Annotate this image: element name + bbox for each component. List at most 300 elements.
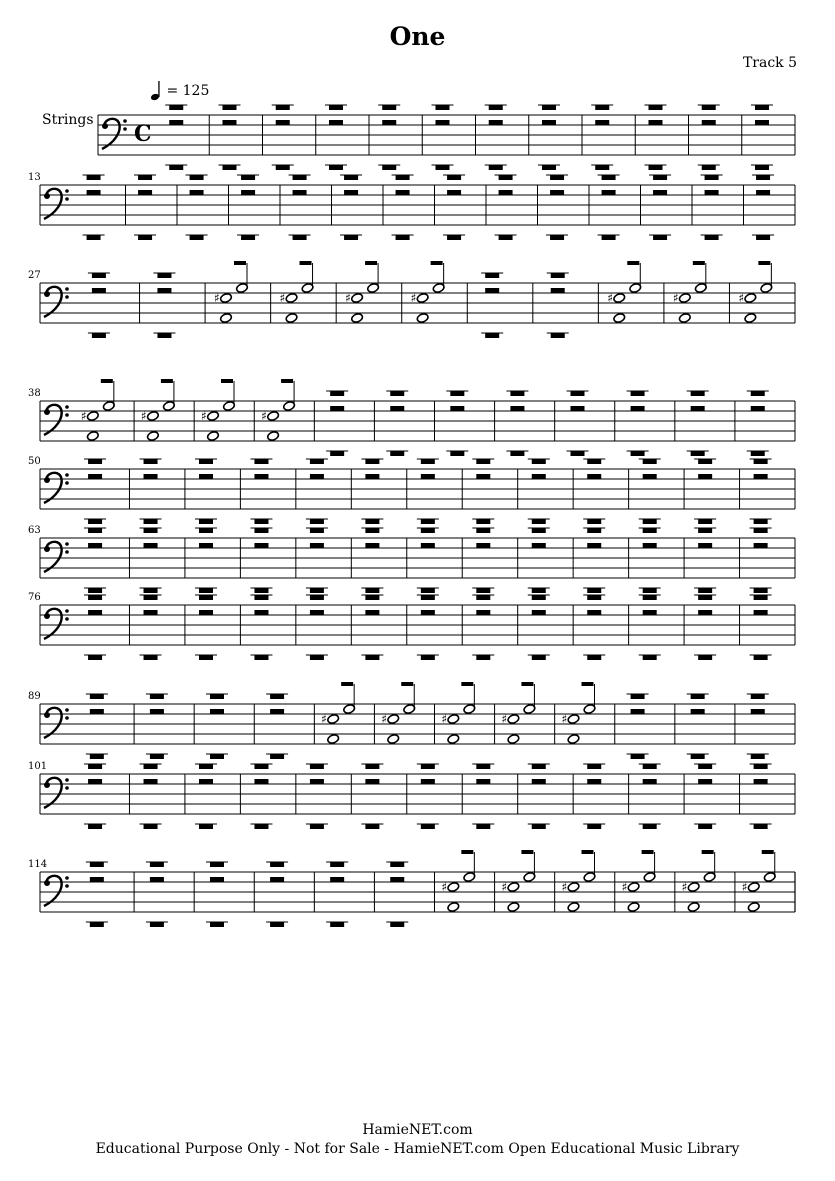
rest-mark-middle bbox=[754, 779, 768, 784]
rest-mark-middle bbox=[698, 543, 712, 548]
bass-clef-dot bbox=[65, 197, 69, 201]
rest-mark-middle bbox=[382, 120, 396, 125]
rest-mark-upper bbox=[88, 459, 102, 464]
rest-mark-lower bbox=[138, 235, 152, 240]
rest-mark-upper bbox=[90, 862, 104, 867]
rest-mark-middle bbox=[421, 610, 435, 615]
rest-mark-middle bbox=[88, 543, 102, 548]
note-head bbox=[146, 411, 159, 422]
tempo-value: = 125 bbox=[166, 83, 210, 99]
rest-mark-upper bbox=[276, 105, 290, 110]
rest-mark-upper bbox=[461, 682, 473, 686]
rest-mark-middle bbox=[365, 543, 379, 548]
rest-mark-lower bbox=[169, 165, 183, 170]
rest-mark-middle bbox=[643, 610, 657, 615]
rest-mark-middle bbox=[542, 120, 556, 125]
rest-mark-lower bbox=[691, 451, 705, 456]
rest-mark-middle bbox=[532, 779, 546, 784]
bar-number: 101 bbox=[28, 761, 48, 772]
rest-mark-middle bbox=[390, 406, 404, 411]
rest-mark-upper bbox=[293, 175, 307, 180]
rest-mark-upper bbox=[310, 528, 324, 533]
note-head bbox=[744, 293, 757, 304]
rest-mark-upper bbox=[161, 379, 173, 383]
rest-mark-middle bbox=[587, 474, 601, 479]
note-head bbox=[220, 313, 233, 324]
rest-mark-upper bbox=[421, 595, 435, 600]
rest-mark-upper bbox=[587, 528, 601, 533]
rest-mark-middle bbox=[756, 190, 770, 195]
rest-mark-middle bbox=[691, 406, 705, 411]
rest-mark-upper bbox=[210, 862, 224, 867]
rest-mark-upper bbox=[476, 528, 490, 533]
bass-clef-dot bbox=[65, 617, 69, 621]
rest-mark-lower bbox=[754, 655, 768, 660]
rest-mark-upper bbox=[144, 528, 158, 533]
rest-mark-lower bbox=[435, 165, 449, 170]
rest-mark-upper bbox=[570, 391, 584, 396]
rest-mark-lower bbox=[702, 165, 716, 170]
rest-mark-lower bbox=[190, 235, 204, 240]
rest-mark-lower bbox=[92, 333, 106, 338]
rest-mark-lower bbox=[698, 519, 712, 524]
rest-mark-middle bbox=[138, 190, 152, 195]
note-head bbox=[416, 293, 429, 304]
rest-mark-lower bbox=[476, 655, 490, 660]
rest-mark-middle bbox=[310, 610, 324, 615]
rest-mark-upper bbox=[643, 459, 657, 464]
rest-mark-upper bbox=[532, 459, 546, 464]
rest-mark-middle bbox=[190, 190, 204, 195]
rest-mark-lower bbox=[643, 655, 657, 660]
rest-mark-upper bbox=[199, 528, 213, 533]
rest-mark-upper bbox=[485, 273, 499, 278]
bass-clef-head bbox=[102, 123, 108, 129]
bass-clef-head bbox=[44, 546, 50, 552]
rest-mark-upper bbox=[754, 528, 768, 533]
rest-mark-middle bbox=[254, 610, 268, 615]
rest-mark-upper bbox=[88, 764, 102, 769]
rest-mark-upper bbox=[382, 105, 396, 110]
rest-mark-lower bbox=[587, 655, 601, 660]
rest-mark-lower bbox=[751, 754, 765, 759]
bass-clef-head bbox=[44, 291, 50, 297]
sharp-icon: ♯ bbox=[321, 712, 327, 726]
page-title: One bbox=[389, 22, 446, 51]
rest-mark-upper bbox=[310, 764, 324, 769]
sharp-icon: ♯ bbox=[672, 291, 679, 305]
rest-mark-middle bbox=[532, 474, 546, 479]
rest-mark-middle bbox=[751, 406, 765, 411]
sharp-icon: ♯ bbox=[621, 880, 628, 894]
rest-mark-upper bbox=[581, 850, 593, 854]
rest-mark-lower bbox=[293, 235, 307, 240]
rest-mark-upper bbox=[499, 175, 513, 180]
rest-mark-upper bbox=[199, 595, 213, 600]
rest-mark-middle bbox=[88, 779, 102, 784]
note-head bbox=[613, 313, 626, 324]
rest-mark-upper bbox=[365, 459, 379, 464]
rest-mark-middle bbox=[310, 779, 324, 784]
rest-mark-lower bbox=[390, 451, 404, 456]
rest-mark-lower bbox=[643, 824, 657, 829]
note-head bbox=[86, 411, 99, 422]
rest-mark-lower bbox=[705, 235, 719, 240]
rest-mark-upper bbox=[88, 528, 102, 533]
rest-mark-upper bbox=[653, 175, 667, 180]
rest-mark-upper bbox=[88, 595, 102, 600]
rest-mark-lower bbox=[476, 824, 490, 829]
rest-mark-lower bbox=[365, 655, 379, 660]
rest-mark-upper bbox=[510, 391, 524, 396]
rest-mark-upper bbox=[150, 862, 164, 867]
rest-mark-upper bbox=[643, 528, 657, 533]
bass-clef-head bbox=[44, 782, 50, 788]
rest-mark-middle bbox=[754, 543, 768, 548]
rest-mark-upper bbox=[476, 595, 490, 600]
rest-mark-middle bbox=[144, 779, 158, 784]
sharp-icon: ♯ bbox=[501, 712, 508, 726]
rest-mark-upper bbox=[631, 391, 645, 396]
rest-mark-middle bbox=[254, 543, 268, 548]
rest-mark-upper bbox=[698, 459, 712, 464]
rest-mark-upper bbox=[92, 273, 106, 278]
rest-mark-upper bbox=[521, 850, 533, 854]
rest-mark-middle bbox=[587, 610, 601, 615]
bar-number: 114 bbox=[28, 859, 48, 870]
rest-mark-upper bbox=[476, 459, 490, 464]
rest-mark-upper bbox=[300, 261, 312, 265]
rest-mark-lower bbox=[396, 235, 410, 240]
rest-mark-middle bbox=[144, 543, 158, 548]
note-head bbox=[627, 882, 640, 893]
rest-mark-lower bbox=[476, 519, 490, 524]
note-head bbox=[327, 714, 340, 725]
rest-mark-middle bbox=[447, 190, 461, 195]
rest-mark-upper bbox=[758, 261, 770, 265]
rest-mark-lower bbox=[382, 165, 396, 170]
rest-mark-upper bbox=[756, 175, 770, 180]
rest-mark-lower bbox=[222, 165, 236, 170]
rest-mark-upper bbox=[396, 175, 410, 180]
rest-mark-middle bbox=[587, 779, 601, 784]
rest-mark-lower bbox=[476, 588, 490, 593]
rest-mark-upper bbox=[447, 175, 461, 180]
note-head bbox=[687, 882, 700, 893]
rest-mark-middle bbox=[390, 877, 404, 882]
rest-mark-lower bbox=[144, 588, 158, 593]
rest-mark-middle bbox=[476, 543, 490, 548]
note-head bbox=[351, 293, 364, 304]
rest-mark-upper bbox=[421, 764, 435, 769]
rest-mark-lower bbox=[421, 588, 435, 593]
bass-clef-dot bbox=[65, 884, 69, 888]
sharp-icon: ♯ bbox=[80, 409, 87, 423]
rest-mark-upper bbox=[310, 595, 324, 600]
rest-mark-upper bbox=[751, 694, 765, 699]
rest-mark-middle bbox=[199, 610, 213, 615]
rest-mark-middle bbox=[691, 709, 705, 714]
rest-mark-upper bbox=[390, 862, 404, 867]
rest-mark-middle bbox=[199, 543, 213, 548]
rest-mark-lower bbox=[144, 519, 158, 524]
rest-mark-lower bbox=[88, 519, 102, 524]
rest-mark-lower bbox=[310, 588, 324, 593]
bass-clef-dot bbox=[65, 716, 69, 720]
rest-mark-upper bbox=[87, 175, 101, 180]
note-head bbox=[387, 714, 400, 725]
bass-clef-dot bbox=[65, 405, 69, 409]
rest-mark-upper bbox=[532, 764, 546, 769]
rest-mark-middle bbox=[310, 543, 324, 548]
rest-mark-middle bbox=[365, 779, 379, 784]
rest-mark-upper bbox=[631, 694, 645, 699]
sharp-icon: ♯ bbox=[279, 291, 286, 305]
staff-system bbox=[40, 185, 795, 225]
rest-mark-middle bbox=[754, 474, 768, 479]
rest-mark-middle bbox=[150, 709, 164, 714]
rest-mark-middle bbox=[499, 190, 513, 195]
rest-mark-upper bbox=[365, 595, 379, 600]
rest-mark-lower bbox=[532, 588, 546, 593]
note-head bbox=[285, 313, 298, 324]
bass-clef-head bbox=[44, 409, 50, 415]
rest-mark-lower bbox=[421, 824, 435, 829]
sharp-icon: ♯ bbox=[741, 880, 748, 894]
rest-mark-lower bbox=[698, 655, 712, 660]
note-head bbox=[351, 313, 364, 324]
rest-mark-upper bbox=[643, 595, 657, 600]
rest-mark-upper bbox=[587, 764, 601, 769]
sharp-icon: ♯ bbox=[410, 291, 417, 305]
rest-mark-middle bbox=[450, 406, 464, 411]
rest-mark-lower bbox=[210, 922, 224, 927]
note-head bbox=[285, 293, 298, 304]
rest-mark-upper bbox=[643, 764, 657, 769]
rest-mark-upper bbox=[210, 694, 224, 699]
rest-mark-middle bbox=[643, 779, 657, 784]
rest-mark-upper bbox=[762, 850, 774, 854]
rest-mark-lower bbox=[157, 333, 171, 338]
rest-mark-middle bbox=[270, 877, 284, 882]
bar-number: 63 bbox=[28, 525, 41, 536]
rest-mark-upper bbox=[329, 105, 343, 110]
note-head bbox=[86, 431, 99, 442]
rest-mark-lower bbox=[602, 235, 616, 240]
rest-mark-lower bbox=[754, 519, 768, 524]
rest-mark-upper bbox=[648, 105, 662, 110]
rest-mark-lower bbox=[532, 655, 546, 660]
rest-mark-middle bbox=[144, 610, 158, 615]
rest-mark-upper bbox=[365, 764, 379, 769]
rest-mark-middle bbox=[754, 610, 768, 615]
bass-clef-dot bbox=[65, 876, 69, 880]
sharp-icon: ♯ bbox=[200, 409, 207, 423]
rest-mark-middle bbox=[489, 120, 503, 125]
rest-mark-middle bbox=[532, 610, 546, 615]
rest-mark-middle bbox=[698, 610, 712, 615]
rest-mark-middle bbox=[169, 120, 183, 125]
note-head bbox=[207, 411, 220, 422]
rest-mark-upper bbox=[254, 595, 268, 600]
rest-mark-lower bbox=[550, 235, 564, 240]
note-head bbox=[567, 882, 580, 893]
bass-clef-dot bbox=[123, 119, 127, 123]
note-head bbox=[747, 882, 760, 893]
rest-mark-middle bbox=[602, 190, 616, 195]
rest-mark-upper bbox=[702, 850, 714, 854]
bass-clef-head bbox=[44, 712, 50, 718]
rest-mark-lower bbox=[587, 588, 601, 593]
rest-mark-upper bbox=[344, 175, 358, 180]
note-head bbox=[744, 313, 757, 324]
rest-mark-lower bbox=[751, 451, 765, 456]
bass-clef-head bbox=[44, 193, 50, 199]
rest-mark-lower bbox=[485, 333, 499, 338]
rest-mark-upper bbox=[521, 682, 533, 686]
rest-mark-middle bbox=[643, 474, 657, 479]
rest-mark-lower bbox=[365, 519, 379, 524]
rest-mark-middle bbox=[90, 709, 104, 714]
bass-clef-dot bbox=[123, 127, 127, 131]
bass-clef-dot bbox=[65, 542, 69, 546]
rest-mark-upper bbox=[698, 528, 712, 533]
rest-mark-lower bbox=[199, 824, 213, 829]
rest-mark-upper bbox=[144, 595, 158, 600]
bar-number: 50 bbox=[28, 456, 41, 467]
rest-mark-upper bbox=[150, 694, 164, 699]
rest-mark-upper bbox=[532, 595, 546, 600]
rest-mark-middle bbox=[550, 190, 564, 195]
rest-mark-lower bbox=[365, 588, 379, 593]
rest-mark-lower bbox=[365, 824, 379, 829]
rest-mark-upper bbox=[190, 175, 204, 180]
bass-clef-dot bbox=[65, 413, 69, 417]
rest-mark-lower bbox=[330, 451, 344, 456]
rest-mark-middle bbox=[476, 610, 490, 615]
rest-mark-upper bbox=[281, 379, 293, 383]
sharp-icon: ♯ bbox=[501, 880, 508, 894]
rest-mark-middle bbox=[705, 190, 719, 195]
rest-mark-upper bbox=[581, 682, 593, 686]
rest-mark-lower bbox=[254, 824, 268, 829]
bar-number: 38 bbox=[28, 388, 41, 399]
rest-mark-middle bbox=[293, 190, 307, 195]
rest-mark-lower bbox=[144, 824, 158, 829]
rest-mark-lower bbox=[570, 451, 584, 456]
note-head bbox=[267, 431, 280, 442]
note-head bbox=[507, 882, 520, 893]
rest-mark-lower bbox=[421, 519, 435, 524]
rest-mark-lower bbox=[631, 451, 645, 456]
rest-mark-lower bbox=[150, 754, 164, 759]
rest-mark-lower bbox=[587, 519, 601, 524]
rest-mark-lower bbox=[551, 333, 565, 338]
footer-note: Educational Purpose Only - Not for Sale - HamieNET.com Open Educational Music Library bbox=[95, 1141, 740, 1157]
rest-mark-upper bbox=[755, 105, 769, 110]
rest-mark-upper bbox=[169, 105, 183, 110]
bass-clef-dot bbox=[65, 708, 69, 712]
note-head bbox=[507, 714, 520, 725]
rest-mark-upper bbox=[390, 391, 404, 396]
rest-mark-lower bbox=[756, 235, 770, 240]
rest-mark-lower bbox=[254, 588, 268, 593]
rest-mark-middle bbox=[551, 288, 565, 293]
rest-mark-lower bbox=[210, 754, 224, 759]
rest-mark-middle bbox=[421, 474, 435, 479]
rest-mark-upper bbox=[698, 595, 712, 600]
rest-mark-upper bbox=[476, 764, 490, 769]
rest-mark-middle bbox=[435, 120, 449, 125]
track-subtitle: Track 5 bbox=[742, 55, 797, 71]
rest-mark-lower bbox=[754, 824, 768, 829]
rest-mark-lower bbox=[754, 588, 768, 593]
rest-mark-upper bbox=[270, 862, 284, 867]
sharp-icon: ♯ bbox=[681, 880, 688, 894]
rest-mark-middle bbox=[421, 779, 435, 784]
rest-mark-lower bbox=[499, 235, 513, 240]
sharp-icon: ♯ bbox=[738, 291, 745, 305]
rest-mark-upper bbox=[542, 105, 556, 110]
rest-mark-middle bbox=[329, 120, 343, 125]
note-head bbox=[678, 293, 691, 304]
rest-mark-upper bbox=[101, 379, 113, 383]
rest-mark-middle bbox=[755, 120, 769, 125]
rest-mark-upper bbox=[421, 459, 435, 464]
rest-mark-upper bbox=[241, 175, 255, 180]
rest-mark-lower bbox=[653, 235, 667, 240]
rest-mark-middle bbox=[595, 120, 609, 125]
sharp-icon: ♯ bbox=[381, 712, 388, 726]
bass-clef-dot bbox=[65, 481, 69, 485]
rest-mark-lower bbox=[330, 922, 344, 927]
rest-mark-upper bbox=[551, 273, 565, 278]
rest-mark-lower bbox=[587, 824, 601, 829]
bass-clef-head bbox=[44, 477, 50, 483]
rest-mark-upper bbox=[221, 379, 233, 383]
rest-mark-lower bbox=[329, 165, 343, 170]
rest-mark-middle bbox=[199, 474, 213, 479]
rest-mark-upper bbox=[254, 459, 268, 464]
rest-mark-lower bbox=[88, 824, 102, 829]
rest-mark-upper bbox=[341, 682, 353, 686]
rest-mark-upper bbox=[157, 273, 171, 278]
note-head bbox=[678, 313, 691, 324]
rest-mark-upper bbox=[754, 459, 768, 464]
note-head bbox=[627, 902, 640, 913]
bass-clef-dot bbox=[65, 189, 69, 193]
rest-mark-lower bbox=[648, 165, 662, 170]
rest-mark-lower bbox=[90, 754, 104, 759]
sharp-icon: ♯ bbox=[607, 291, 614, 305]
rest-mark-lower bbox=[390, 922, 404, 927]
rest-mark-lower bbox=[421, 655, 435, 660]
sharp-icon: ♯ bbox=[561, 880, 568, 894]
rest-mark-middle bbox=[570, 406, 584, 411]
rest-mark-lower bbox=[150, 922, 164, 927]
rest-mark-middle bbox=[702, 120, 716, 125]
note-head bbox=[567, 734, 580, 745]
bass-clef-dot bbox=[65, 778, 69, 782]
rest-mark-lower bbox=[595, 165, 609, 170]
rest-mark-upper bbox=[199, 764, 213, 769]
note-head bbox=[447, 902, 460, 913]
rest-mark-upper bbox=[254, 528, 268, 533]
rest-mark-middle bbox=[144, 474, 158, 479]
rest-mark-upper bbox=[532, 528, 546, 533]
rest-mark-middle bbox=[90, 877, 104, 882]
rest-mark-upper bbox=[234, 261, 246, 265]
